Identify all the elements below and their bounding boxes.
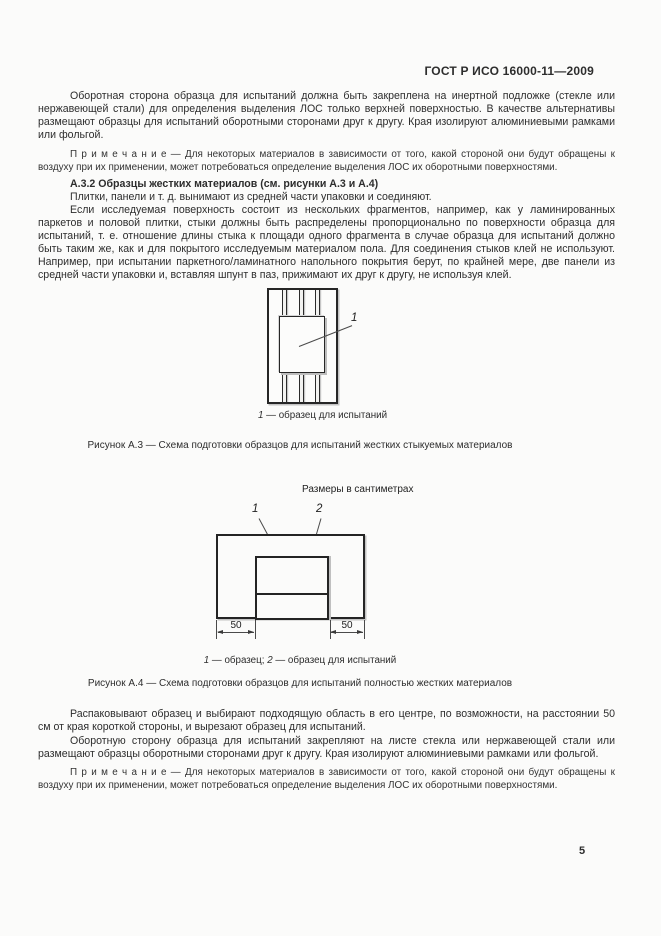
- extension-line: [255, 620, 256, 639]
- note-1: П р и м е ч а н и е — Для некоторых материалов в зависимости от того, какой стороной они будут обращены к воздуху при их применении, может потребоваться определение выделения ЛОС их оборотными поверхностями.: [38, 149, 615, 173]
- paragraph-backside: Оборотная сторона образца для испытаний должна быть закреплена на инертной подложке (стекле или нержавеющей стали) для определения выделения ЛОС только верхней поверхностью. В качестве альтернативы размещают образцы для испытаний оборотными сторонами друг к другу. Края изолируют алюминиевыми рамками или фольгой.: [38, 90, 615, 141]
- figure-a4-legend: [10, 655, 590, 666]
- paragraph-tiles: Плитки, панели и т. д. вынимают из средней части упаковки и соединяют.: [70, 191, 432, 203]
- page-number: 5: [578, 845, 586, 857]
- callout-1-a4: 1: [252, 503, 259, 515]
- doc-header: ГОСТ Р ИСО 16000-11—2009: [424, 64, 594, 78]
- figure-a3-drawing: [267, 288, 338, 404]
- legend-text: — образец для испытаний: [272, 655, 397, 666]
- paragraph-backside-2: Оборотную сторону образца для испытаний закрепляют на листе стекла или нержавеющей стали или размещают образцы оборотными сторонами друг к другу. Края изолируют алюминиевыми рамками или фольгой.: [38, 735, 615, 760]
- legend-text: — образец;: [209, 655, 268, 666]
- figure-a4-drawing: [216, 534, 365, 619]
- dimension-arrow: [248, 630, 254, 634]
- paragraph-fragments: Если исследуемая поверхность состоит из нескольких фрагментов, например, как у ламинированных паркетов и половой плитки, стыки должны быть распределены пропорционально по поверхности образца для испытаний, т. е. отношение длины стыка к площади одного фрагмента в случае образца для испытаний должно быть таким же, как и для покрытого исследуемым материалом пола. Для соединения стыков клей не используют. Например, при испытании паркетного/ламинатного напольного покрытия берут, по крайней мере, две панели из средней части упаковки и, вставляя шпунт в паз, прижимают их друг к другу, не используя клей.: [38, 204, 615, 281]
- callout-2-a4: 2: [316, 503, 323, 515]
- dimension-arrow: [330, 630, 336, 634]
- dimension-value-right: 50: [341, 620, 353, 631]
- figure-a4-caption: Рисунок А.4 — Схема подготовки образцов для испытаний полностью жестких материалов: [87, 678, 513, 689]
- paragraph-unpack: Распаковывают образец и выбирают подходящую область в его центре, по возможности, на расстоянии 50 см от края короткой стороны, и вырезают образец для испытаний.: [38, 708, 615, 733]
- cut-specimen-outline: [255, 556, 329, 620]
- callout-1-a3: 1: [351, 312, 358, 324]
- figure-a3-legend: [258, 410, 387, 421]
- specimen-divider-line: [257, 593, 327, 595]
- heading-a32: А.3.2 Образцы жестких материалов (см. рисунки А.3 и А.4): [70, 178, 379, 190]
- legend-number: 2: [267, 655, 273, 666]
- note-2: П р и м е ч а н и е — Для некоторых материалов в зависимости от того, какой стороной они будут обращены к воздуху при их применении, может потребоваться определение выделения ЛОС их оборотными поверхностями.: [38, 767, 615, 791]
- extension-line: [364, 620, 365, 639]
- dimension-arrow: [357, 630, 363, 634]
- legend-text: — образец для испытаний: [263, 410, 388, 421]
- legend-number: 1: [258, 410, 264, 421]
- figure-a3-caption: Рисунок А.3 — Схема подготовки образцов для испытаний жестких стыкуемых материалов: [87, 440, 513, 451]
- dimension-value-left: 50: [230, 620, 242, 631]
- dimension-arrow: [217, 630, 223, 634]
- units-note: Размеры в сантиметрах: [302, 484, 414, 495]
- legend-number: 1: [203, 655, 210, 666]
